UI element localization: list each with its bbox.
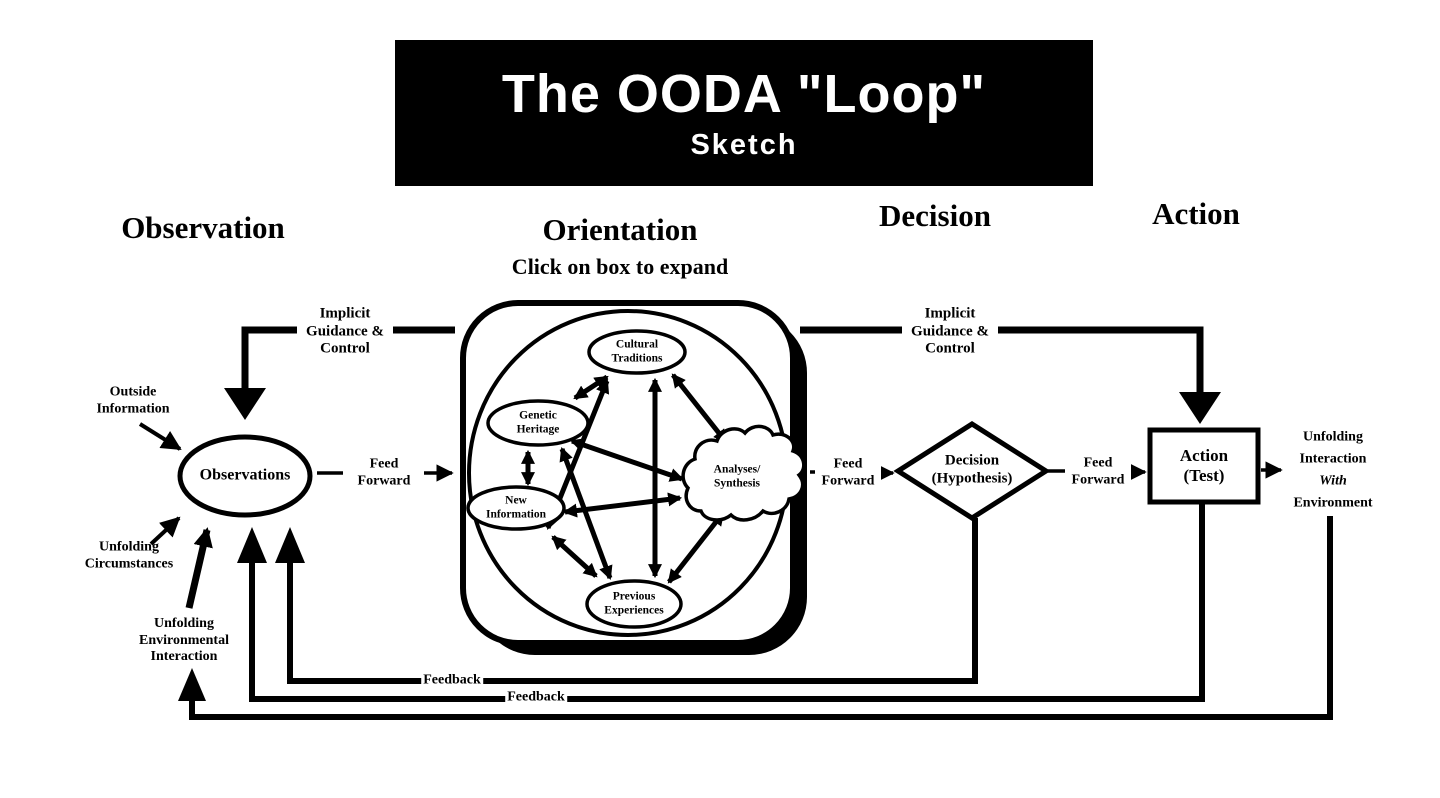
unfolding-circumstances-label: Unfolding Circumstances [84, 539, 174, 571]
page-title: The OODA "Loop" [501, 63, 987, 124]
unfolding-environmental-arrow [189, 530, 207, 608]
unfolding-interaction-line4: Environment [1293, 495, 1373, 511]
previous-experiences-label: Previous Experiences [604, 590, 664, 616]
outside-information-arrow [140, 424, 180, 449]
implicit-guidance-left-label: Implicit Guidance & Control [297, 305, 393, 358]
new-information-label: New Information [485, 494, 547, 520]
unfolding-interaction-line3: With [1319, 473, 1347, 489]
implicit-guidance-left-arrowhead [224, 388, 266, 420]
implicit-guidance-right-label: Implicit Guidance & Control [902, 305, 998, 358]
implicit-guidance-right-arrowhead [1179, 392, 1221, 424]
page-subtitle: Sketch [690, 128, 798, 161]
analyses-synthesis-label: Analyses/ Synthesis [713, 463, 761, 489]
phase-label-action: Action [1152, 196, 1240, 231]
implicit-guidance-right-line [800, 330, 1221, 424]
feedback-label-1: Feedback [423, 672, 481, 688]
phase-label-orientation: Orientation [542, 212, 698, 247]
unfolding-interaction-line1: Unfolding [1303, 429, 1363, 445]
genetic-heritage-label: Genetic Heritage [516, 409, 560, 435]
phase-label-observation: Observation [121, 210, 285, 245]
feed-forward-2-label: Feed Forward [815, 456, 881, 489]
click-hint: Click on box to expand [511, 254, 729, 279]
feedback-environment-arrowhead [178, 668, 206, 701]
feed-forward-3-label: Feed Forward [1065, 455, 1131, 488]
feedback-action-arrowhead [237, 527, 267, 563]
outside-information-label: Outside Information [96, 384, 170, 416]
unfolding-interaction-line2: Interaction [1299, 451, 1367, 467]
decision-label: Decision (Hypothesis) [931, 452, 1013, 486]
phase-label-decision: Decision [879, 198, 991, 233]
unfolding-environmental-label: Unfolding Environmental Interaction [139, 616, 229, 665]
action-label: Action (Test) [1179, 445, 1229, 485]
feed-forward-1-label: Feed Forward [351, 456, 417, 489]
feedback-label-2: Feedback [507, 689, 565, 705]
feedback-decision-arrowhead [275, 527, 305, 563]
cultural-traditions-label: Cultural Traditions [611, 338, 663, 364]
observations-label: Observations [199, 466, 291, 484]
